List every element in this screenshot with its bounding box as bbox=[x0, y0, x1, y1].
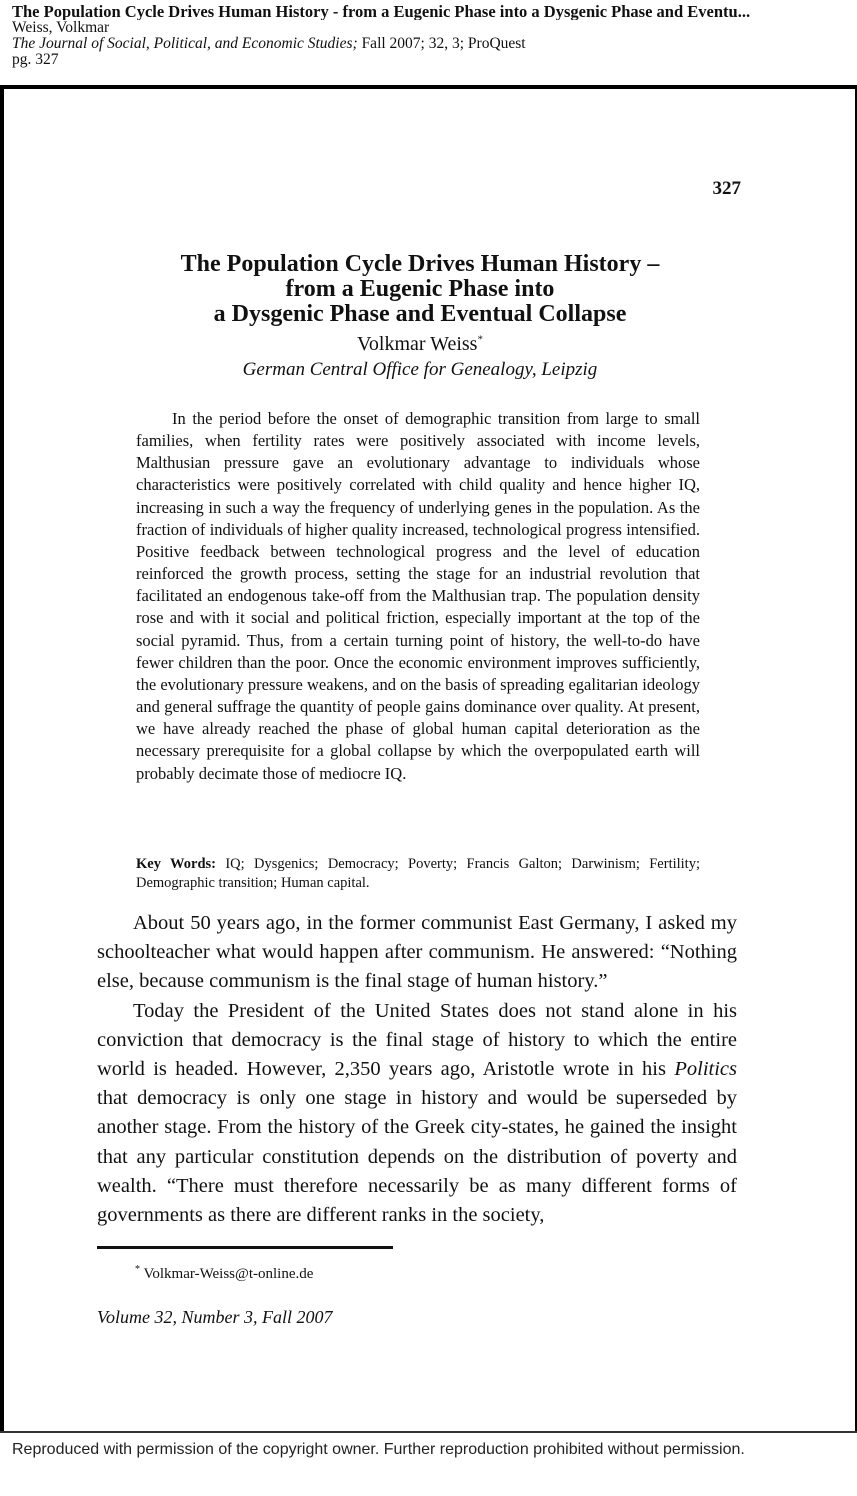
header-page: pg. 327 bbox=[12, 51, 59, 68]
article-author bbox=[100, 333, 740, 356]
author-footnote-mark: * bbox=[477, 333, 483, 346]
page-bottom-rule bbox=[0, 1431, 857, 1433]
page-number: 327 bbox=[712, 178, 741, 199]
header-title: The Population Cycle Drives Human History - from a Eugenic Phase into a Dysgenic Phase and Eventu... bbox=[12, 4, 751, 20]
copyright-notice: Reproduced with permission of the copyright owner. Further reproduction prohibited without permission. bbox=[12, 1441, 745, 1458]
body-text-span: Today the President of the United States does not stand alone in his conviction that democracy is the final stage of history to which the entire world is headed. However, 2,350 years ago, Aristotle wrote in his bbox=[97, 999, 737, 1081]
body-text-span: that democracy is only one stage in history and would be superseded by another stage. From the history of the Greek city-states, he gained the insight that any particular constitution depends on the distribution of poverty and wealth. “There must therefore necessarily be as many different forms of governments as there are different ranks in the society, bbox=[97, 1087, 737, 1227]
header-journal-name: The Journal of Social, Political, and Economic Studies; bbox=[12, 35, 358, 52]
header-journal-details: Fall 2007; 32, 3; ProQuest bbox=[357, 35, 526, 52]
footnote-mark: * bbox=[135, 1264, 140, 1275]
body-paragraph bbox=[97, 997, 737, 1231]
footnote-email: Volkmar-Weiss@t-online.de bbox=[143, 1266, 314, 1282]
top-rule bbox=[0, 85, 857, 89]
header-author: Weiss, Volkmar bbox=[12, 19, 110, 36]
keywords-text: IQ; Dysgenics; Democracy; Poverty; Francis Galton; Darwinism; Fertility; Demographic transition; Human capital. bbox=[136, 856, 700, 891]
keywords-label: Key Words: bbox=[136, 856, 216, 872]
article-title-line: from a Eugenic Phase into bbox=[285, 276, 555, 302]
page-left-border bbox=[0, 88, 4, 1432]
author-affiliation: German Central Office for Genealogy, Leipzig bbox=[242, 359, 598, 380]
author-name: Volkmar Weiss bbox=[357, 333, 478, 355]
header-journal bbox=[12, 36, 852, 52]
keywords bbox=[136, 855, 700, 893]
volume-line: Volume 32, Number 3, Fall 2007 bbox=[97, 1307, 333, 1327]
document-header bbox=[12, 4, 852, 68]
politics-title: Politics bbox=[674, 1058, 737, 1081]
article-title-line: The Population Cycle Drives Human History – bbox=[180, 251, 660, 277]
footnote-rule bbox=[97, 1246, 393, 1249]
footnote bbox=[135, 1264, 313, 1283]
article-title bbox=[100, 252, 740, 327]
abstract: In the period before the onset of demographic transition from large to small families, when fertility rates were positively associated with income levels, Malthusian pressure gave an evolutionary advantage to individuals whose characteristics were positively correlated with child quality and hence higher IQ, increasing in such a way the frequency of underlying genes in the population. As the fraction of individuals of higher quality increased, technological progress intensified. Positive feedback between technological progress and the level of education reinforced the growth process, setting the stage for an industrial revolution that facilitated an endogenous take-off from the Malthusian trap. The population density rose and with it social and political friction, especially important at the top of the social pyramid. Thus, from a certain turning point of history, the well-to-do have fewer children than the poor. Once the economic environment improves sufficiently, the evolutionary pressure weakens, and on the basis of spreading egalitarian ideology and general suffrage the quantity of people gains dominance over quality. At present, we have already reached the phase of global human capital deterioration as the necessary prerequisite for a global collapse by which the overpopulated earth will probably decimate those of mediocre IQ. bbox=[136, 409, 700, 783]
article-title-line: a Dysgenic Phase and Eventual Collapse bbox=[213, 301, 627, 327]
body-text bbox=[97, 909, 737, 1230]
body-paragraph: About 50 years ago, in the former communist East Germany, I asked my schoolteacher what would happen after communism. He answered: “Nothing else, because communism is the final stage of human history.” bbox=[97, 912, 737, 993]
